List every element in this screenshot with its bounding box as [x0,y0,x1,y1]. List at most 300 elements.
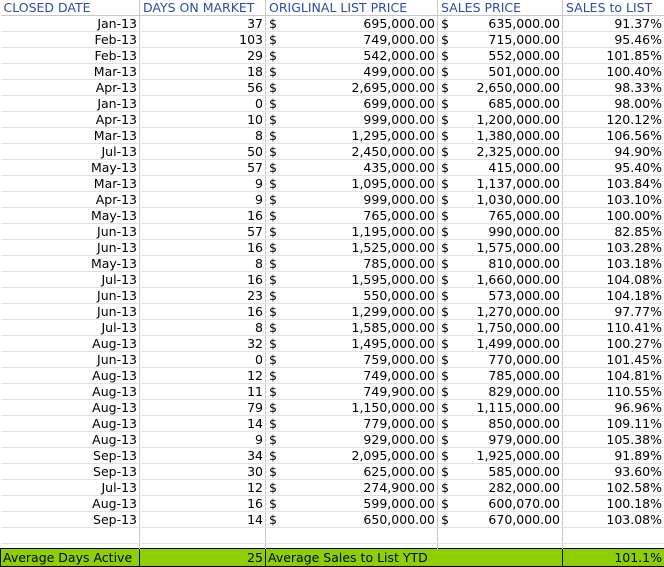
sales-price-cell[interactable] [438,368,563,384]
sales-to-list-cell[interactable]: 106.56% [563,128,664,144]
closed-date-cell[interactable]: Aug-13 [1,496,140,512]
currency-symbol: $ [269,160,277,175]
closed-date-cell[interactable]: Jul-13 [1,320,140,336]
currency-symbol: $ [269,496,277,511]
sales-to-list-cell[interactable]: 110.41% [563,320,664,336]
sales-price-cell[interactable] [438,64,563,80]
table-row [1,352,664,368]
sales-to-list-cell[interactable]: 103.18% [563,256,664,272]
days-on-market-cell[interactable]: 14 [140,512,266,528]
days-on-market-cell[interactable]: 0 [140,352,266,368]
table-row [1,464,664,480]
list-price-value: 929,000.00 [363,432,435,447]
days-on-market-cell[interactable]: 16 [140,208,266,224]
list-price-cell[interactable] [266,48,438,64]
currency-symbol: $ [269,112,277,127]
table-row [1,112,664,128]
table-row [1,240,664,256]
days-on-market-cell[interactable]: 23 [140,288,266,304]
closed-date-cell[interactable]: Apr-13 [1,80,140,96]
list-price-value: 435,000.00 [363,160,435,175]
sales-price-cell[interactable] [438,224,563,240]
sales-to-list-cell[interactable]: 101.45% [563,352,664,368]
sales-price-cell[interactable] [438,192,563,208]
days-on-market-cell[interactable]: 16 [140,240,266,256]
currency-symbol: $ [269,400,277,415]
currency-symbol: $ [269,464,277,479]
sales-to-list-cell[interactable]: 94.90% [563,144,664,160]
table-row [1,448,664,464]
sales-price-cell[interactable] [438,176,563,192]
list-price-value: 1,095,000.00 [352,176,436,191]
list-price-cell[interactable] [266,416,438,432]
currency-symbol: $ [441,96,449,111]
sales-price-cell[interactable] [438,432,563,448]
table-row [1,400,664,416]
sales-to-list-cell[interactable]: 120.12% [563,112,664,128]
currency-symbol: $ [441,304,449,319]
sales-price-value: 282,000.00 [488,480,560,495]
currency-symbol: $ [269,480,277,495]
sales-price-value: 1,925,000.00 [477,448,561,463]
days-on-market-cell[interactable]: 79 [140,400,266,416]
currency-symbol: $ [441,416,449,431]
cell[interactable] [1,528,140,544]
sales-price-value: 415,000.00 [488,160,560,175]
header-closed-date[interactable]: CLOSED DATE [1,0,140,16]
days-on-market-cell[interactable]: 14 [140,416,266,432]
currency-symbol: $ [441,112,449,127]
closed-date-cell[interactable]: Jun-13 [1,288,140,304]
table-row [1,272,664,288]
table-row [1,384,664,400]
sales-price-value: 770,000.00 [488,352,560,367]
closed-date-cell[interactable]: Aug-13 [1,368,140,384]
closed-date-cell[interactable]: May-13 [1,208,140,224]
list-price-cell[interactable] [266,16,438,32]
list-price-cell[interactable] [266,208,438,224]
closed-date-cell[interactable]: Mar-13 [1,64,140,80]
currency-symbol: $ [269,48,277,63]
list-price-value: 699,000.00 [363,96,435,111]
currency-symbol: $ [441,144,449,159]
closed-date-cell[interactable]: May-13 [1,160,140,176]
days-on-market-cell[interactable]: 9 [140,432,266,448]
closed-date-cell[interactable]: Jul-13 [1,480,140,496]
days-on-market-cell[interactable]: 9 [140,192,266,208]
currency-symbol: $ [441,64,449,79]
list-price-cell[interactable] [266,256,438,272]
closed-date-cell[interactable]: Apr-13 [1,112,140,128]
sales-price-value: 1,750,000.00 [477,320,561,335]
days-on-market-cell[interactable]: 10 [140,112,266,128]
sales-to-list-cell[interactable]: 96.96% [563,400,664,416]
list-price-cell[interactable] [266,496,438,512]
sales-price-cell[interactable] [438,240,563,256]
sales-price-value: 1,575,000.00 [477,240,561,255]
list-price-value: 1,495,000.00 [352,336,436,351]
sales-price-value: 1,200,000.00 [477,112,561,127]
closed-date-cell[interactable]: Jul-13 [1,144,140,160]
currency-symbol: $ [441,432,449,447]
table-row [1,512,664,528]
currency-symbol: $ [269,240,277,255]
sales-to-list-cell[interactable]: 95.40% [563,160,664,176]
sales-price-cell[interactable] [438,304,563,320]
list-price-cell[interactable] [266,320,438,336]
currency-symbol: $ [441,320,449,335]
currency-symbol: $ [441,288,449,303]
table-row [1,144,664,160]
sales-price-cell[interactable] [438,448,563,464]
sales-to-list-cell[interactable]: 93.60% [563,464,664,480]
days-on-market-cell[interactable]: 29 [140,48,266,64]
sales-to-list-cell[interactable]: 100.40% [563,64,664,80]
list-price-value: 749,000.00 [363,32,435,47]
sales-price-cell[interactable] [438,160,563,176]
list-price-cell[interactable] [266,368,438,384]
currency-symbol: $ [269,96,277,111]
list-price-cell[interactable] [266,80,438,96]
table-row [1,128,664,144]
list-price-cell[interactable] [266,400,438,416]
currency-symbol: $ [269,368,277,383]
table-row [1,64,664,80]
sales-price-cell[interactable] [438,352,563,368]
currency-symbol: $ [269,512,277,527]
closed-date-cell[interactable]: Mar-13 [1,176,140,192]
list-price-value: 2,095,000.00 [352,448,436,463]
currency-symbol: $ [269,80,277,95]
list-price-cell[interactable] [266,96,438,112]
closed-date-cell[interactable]: Aug-13 [1,416,140,432]
sales-to-list-cell[interactable]: 104.18% [563,288,664,304]
cell[interactable] [266,528,438,544]
currency-symbol: $ [269,176,277,191]
list-price-cell[interactable] [266,112,438,128]
sales-to-list-cell[interactable]: 100.18% [563,496,664,512]
sales-price-value: 1,270,000.00 [477,304,561,319]
currency-symbol: $ [269,352,277,367]
list-price-cell[interactable] [266,432,438,448]
days-on-market-cell[interactable]: 37 [140,16,266,32]
table-row [1,368,664,384]
sales-price-value: 1,115,000.00 [477,400,561,415]
sales-price-value: 810,000.00 [488,256,560,271]
sales-price-cell[interactable] [438,496,563,512]
sales-price-cell[interactable] [438,48,563,64]
data-rows [1,16,664,528]
list-price-value: 2,695,000.00 [352,80,436,95]
sales-to-list-cell[interactable]: 97.77% [563,304,664,320]
days-on-market-cell[interactable]: 57 [140,224,266,240]
list-price-cell[interactable] [266,480,438,496]
currency-symbol: $ [441,176,449,191]
header-sales-to-list[interactable]: SALES to LIST [563,0,664,16]
currency-symbol: $ [441,368,449,383]
header-sales-price[interactable]: SALES PRICE [438,0,563,16]
sales-price-value: 635,000.00 [488,16,560,31]
closed-date-cell[interactable]: Apr-13 [1,192,140,208]
sales-price-value: 715,000.00 [488,32,560,47]
sales-price-cell[interactable] [438,400,563,416]
currency-symbol: $ [269,64,277,79]
list-price-cell[interactable] [266,272,438,288]
days-on-market-cell[interactable]: 8 [140,256,266,272]
sales-to-list-cell[interactable]: 103.08% [563,512,664,528]
list-price-value: 1,585,000.00 [352,320,436,335]
days-on-market-cell[interactable]: 50 [140,144,266,160]
currency-symbol: $ [441,496,449,511]
list-price-value: 759,000.00 [363,352,435,367]
cell[interactable] [563,528,664,544]
sales-price-value: 990,000.00 [488,224,560,239]
list-price-cell[interactable] [266,352,438,368]
currency-symbol: $ [441,224,449,239]
currency-symbol: $ [441,272,449,287]
days-on-market-cell[interactable]: 8 [140,128,266,144]
days-on-market-cell[interactable]: 8 [140,320,266,336]
table-row [1,176,664,192]
avg-days-value[interactable]: 25 [140,549,266,567]
sales-to-list-cell[interactable]: 100.00% [563,208,664,224]
summary-row [1,549,664,567]
list-price-value: 1,150,000.00 [352,400,436,415]
list-price-value: 749,900.00 [363,384,435,399]
sales-to-list-cell[interactable]: 102.58% [563,480,664,496]
currency-symbol: $ [269,416,277,431]
currency-symbol: $ [269,320,277,335]
sales-price-value: 1,660,000.00 [477,272,561,287]
sales-to-list-cell[interactable]: 82.85% [563,224,664,240]
list-price-value: 1,195,000.00 [352,224,436,239]
currency-symbol: $ [269,304,277,319]
sales-price-cell[interactable] [438,288,563,304]
list-price-value: 625,000.00 [363,464,435,479]
currency-symbol: $ [269,224,277,239]
table-row [1,256,664,272]
list-price-cell[interactable] [266,224,438,240]
sales-to-list-cell[interactable]: 91.37% [563,16,664,32]
list-price-value: 274,900.00 [363,480,435,495]
sales-price-cell[interactable] [438,384,563,400]
sales-price-cell[interactable] [438,96,563,112]
days-on-market-cell[interactable]: 32 [140,336,266,352]
currency-symbol: $ [269,144,277,159]
currency-symbol: $ [441,208,449,223]
sales-to-list-cell[interactable]: 104.08% [563,272,664,288]
closed-date-cell[interactable]: May-13 [1,256,140,272]
sales-to-list-cell[interactable]: 109.11% [563,416,664,432]
sales-price-cell[interactable] [438,336,563,352]
sales-price-cell[interactable] [438,128,563,144]
list-price-cell[interactable] [266,128,438,144]
sales-price-cell[interactable] [438,320,563,336]
currency-symbol: $ [269,16,277,31]
list-price-cell[interactable] [266,144,438,160]
sales-price-value: 1,030,000.00 [477,192,561,207]
days-on-market-cell[interactable]: 16 [140,496,266,512]
list-price-cell[interactable] [266,384,438,400]
days-on-market-cell[interactable]: 12 [140,368,266,384]
sales-price-cell[interactable] [438,16,563,32]
sales-price-cell[interactable] [438,416,563,432]
currency-symbol: $ [269,288,277,303]
days-on-market-cell[interactable]: 16 [140,272,266,288]
sales-price-cell[interactable] [438,256,563,272]
table-row [1,288,664,304]
header-list-price[interactable]: ORIGLINAL LIST PRICE [266,0,438,16]
list-price-cell[interactable] [266,64,438,80]
table-row [1,192,664,208]
currency-symbol: $ [269,128,277,143]
sales-price-cell[interactable] [438,80,563,96]
sales-to-list-cell[interactable]: 101.85% [563,48,664,64]
currency-symbol: $ [269,256,277,271]
closed-date-cell[interactable]: Mar-13 [1,128,140,144]
list-price-value: 779,000.00 [363,416,435,431]
list-price-cell[interactable] [266,32,438,48]
table-row [1,480,664,496]
sales-price-cell[interactable] [438,112,563,128]
sales-price-cell[interactable] [438,208,563,224]
list-price-cell[interactable] [266,336,438,352]
list-price-cell[interactable] [266,464,438,480]
currency-symbol: $ [441,400,449,415]
sales-price-cell[interactable] [438,512,563,528]
sales-to-list-cell[interactable]: 91.89% [563,448,664,464]
closed-date-cell[interactable]: Aug-13 [1,432,140,448]
table-row [1,80,664,96]
currency-symbol: $ [269,208,277,223]
days-on-market-cell[interactable]: 56 [140,80,266,96]
avg-sales-value[interactable]: 101.1% [563,549,664,567]
closed-date-cell[interactable]: Jul-13 [1,272,140,288]
currency-symbol: $ [441,512,449,527]
sales-price-cell[interactable] [438,464,563,480]
list-price-cell[interactable] [266,288,438,304]
currency-symbol: $ [441,160,449,175]
sales-price-value: 670,000.00 [488,512,560,527]
currency-symbol: $ [441,256,449,271]
sales-price-cell[interactable] [438,272,563,288]
sales-price-value: 2,325,000.00 [477,144,561,159]
list-price-value: 765,000.00 [363,208,435,223]
currency-symbol: $ [441,48,449,63]
days-on-market-cell[interactable]: 18 [140,64,266,80]
days-on-market-cell[interactable]: 12 [140,480,266,496]
list-price-value: 1,595,000.00 [352,272,436,287]
currency-symbol: $ [269,448,277,463]
list-price-cell[interactable] [266,192,438,208]
header-days-on-market[interactable]: DAYS ON MARKET [140,0,266,16]
table-row [1,304,664,320]
avg-sales-label[interactable]: Average Sales to List YTD [266,549,563,567]
list-price-value: 695,000.00 [363,16,435,31]
days-on-market-cell[interactable]: 0 [140,96,266,112]
currency-symbol: $ [441,128,449,143]
days-on-market-cell[interactable]: 30 [140,464,266,480]
cell[interactable] [140,528,266,544]
currency-symbol: $ [441,480,449,495]
closed-date-cell[interactable]: Jun-13 [1,224,140,240]
sales-to-list-cell[interactable]: 98.00% [563,96,664,112]
list-price-cell[interactable] [266,512,438,528]
table-row [1,96,664,112]
list-price-cell[interactable] [266,160,438,176]
closed-date-cell[interactable]: Jun-13 [1,240,140,256]
days-on-market-cell[interactable]: 11 [140,384,266,400]
currency-symbol: $ [269,384,277,399]
closed-date-cell[interactable]: Sep-13 [1,512,140,528]
sales-to-list-cell[interactable]: 103.84% [563,176,664,192]
sales-to-list-cell[interactable]: 104.81% [563,368,664,384]
table-row [1,16,664,32]
closed-date-cell[interactable]: Feb-13 [1,32,140,48]
list-price-cell[interactable] [266,176,438,192]
sales-to-list-cell[interactable]: 98.33% [563,80,664,96]
sales-price-cell[interactable] [438,32,563,48]
closed-date-cell[interactable]: Sep-13 [1,464,140,480]
list-price-value: 749,000.00 [363,368,435,383]
sales-to-list-cell[interactable]: 110.55% [563,384,664,400]
list-price-value: 499,000.00 [363,64,435,79]
sales-price-cell[interactable] [438,480,563,496]
days-on-market-cell[interactable]: 57 [140,160,266,176]
currency-symbol: $ [269,336,277,351]
list-price-value: 1,295,000.00 [352,128,436,143]
sales-to-list-cell[interactable]: 103.10% [563,192,664,208]
days-on-market-cell[interactable]: 9 [140,176,266,192]
table-row [1,160,664,176]
sales-price-cell[interactable] [438,144,563,160]
currency-symbol: $ [269,192,277,207]
cell[interactable] [438,528,563,544]
table-row [1,496,664,512]
closed-date-cell[interactable]: Aug-13 [1,336,140,352]
blank-row [1,528,664,544]
days-on-market-cell[interactable]: 16 [140,304,266,320]
sales-price-value: 585,000.00 [488,464,560,479]
currency-symbol: $ [441,32,449,47]
list-price-value: 542,000.00 [363,48,435,63]
sales-to-list-cell[interactable]: 95.46% [563,32,664,48]
sales-price-value: 501,000.00 [488,64,560,79]
closed-date-cell[interactable]: Jan-13 [1,16,140,32]
sales-to-list-cell[interactable]: 105.38% [563,432,664,448]
avg-days-label[interactable]: Average Days Active [1,549,140,567]
closed-date-cell[interactable]: Feb-13 [1,48,140,64]
closed-date-cell[interactable]: Sep-13 [1,448,140,464]
closed-date-cell[interactable]: Jan-13 [1,96,140,112]
sales-price-value: 573,000.00 [488,288,560,303]
days-on-market-cell[interactable]: 34 [140,448,266,464]
list-price-cell[interactable] [266,304,438,320]
list-price-cell[interactable] [266,240,438,256]
closed-date-cell[interactable]: Aug-13 [1,400,140,416]
closed-date-cell[interactable]: Aug-13 [1,384,140,400]
sales-to-list-cell[interactable]: 103.28% [563,240,664,256]
days-on-market-cell[interactable]: 103 [140,32,266,48]
sales-price-value: 552,000.00 [488,48,560,63]
table-row [1,48,664,64]
sales-to-list-cell[interactable]: 100.27% [563,336,664,352]
list-price-value: 599,000.00 [363,496,435,511]
closed-date-cell[interactable]: Jun-13 [1,352,140,368]
table-row [1,224,664,240]
closed-date-cell[interactable]: Jun-13 [1,304,140,320]
list-price-cell[interactable] [266,448,438,464]
